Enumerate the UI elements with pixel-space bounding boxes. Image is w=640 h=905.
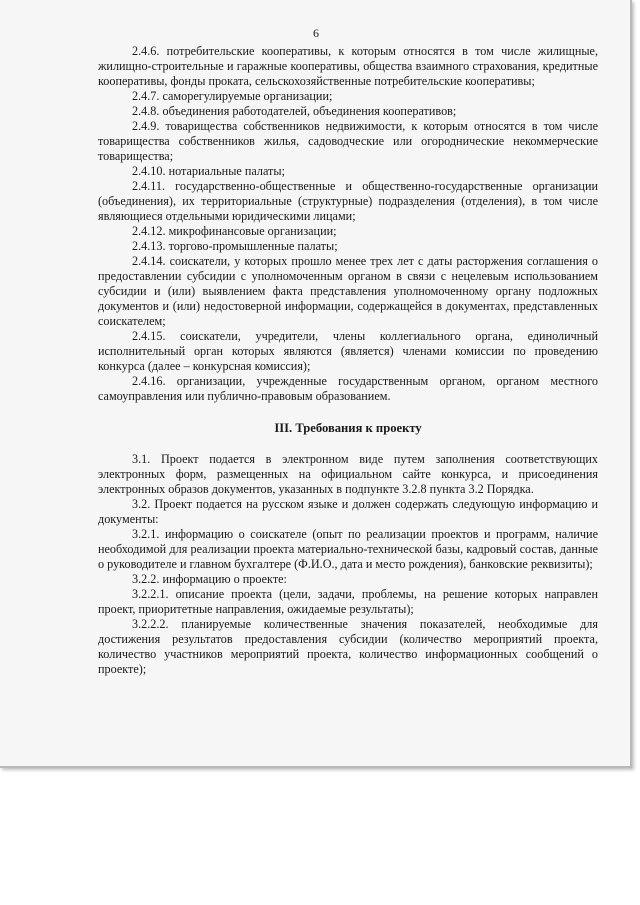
paragraph-2-4-12: 2.4.12. микрофинансовые организации; xyxy=(132,224,337,238)
document-body xyxy=(98,44,598,677)
paragraph-2-4-8: 2.4.8. объединения работодателей, объединения кооперативов; xyxy=(132,104,457,118)
section-3-list xyxy=(98,452,598,677)
paragraph-2-4-13: 2.4.13. торгово-промышленные палаты; xyxy=(132,239,338,253)
section-2-list xyxy=(98,44,598,404)
paragraph-3-2-2-1: 3.2.2.1. описание проекта (цели, задачи, проблемы, на решение которых направлен проект, приоритетные направления, ожидаемые результаты); xyxy=(98,587,598,616)
paragraph-3-2-2: 3.2.2. информацию о проекте: xyxy=(132,572,287,586)
paragraph-2-4-16: 2.4.16. организации, учрежденные государственным органом, органом местного самоуправления или публично-правовым образованием. xyxy=(98,374,598,403)
page-number: 6 xyxy=(313,26,319,40)
paragraph-2-4-14: 2.4.14. соискатели, у которых прошло менее трех лет с даты расторжения соглашения о предоставлении субсидии с уполномоченным органом в связи с нецелевым использованием субсидии и (или) выявлением факта представления уполномоченному органу подложных документов и (или) недостоверной информации, содержащейся в документах, представленных соискателем; xyxy=(98,254,598,328)
paragraph-3-2-2-2: 3.2.2.2. планируемые количественные значения показателей, необходимые для достижения результатов предоставления субсидии (количество мероприятий проекта, количество участников мероприятий проекта, количество информационных сообщений о проекте); xyxy=(98,617,598,676)
paragraph-3-2: 3.2. Проект подается на русском языке и должен содержать следующую информацию и документы: xyxy=(98,497,598,526)
paragraph-2-4-15: 2.4.15. соискатели, учредители, члены коллегиального органа, единоличный исполнительный орган которых являются (является) членами комиссии по проведению конкурса (далее – конкурсная комиссия); xyxy=(98,329,598,373)
section-heading: III. Требования к проекту xyxy=(274,421,422,435)
paragraph-2-4-6: 2.4.6. потребительские кооперативы, к которым относятся в том числе жилищные, жилищно-строительные и гаражные кооперативы, общества взаимного страхования, кредитные кооперативы, фонды проката, сельскохозяйственные потребительские кооперативы; xyxy=(98,44,598,88)
paragraph-2-4-9: 2.4.9. товарищества собственников недвижимости, к которым относятся в том числе товарищества собственников жилья, садоводческие или огороднические некоммерческие товарищества; xyxy=(98,119,598,163)
paragraph-3-2-1: 3.2.1. информацию о соискателе (опыт по реализации проектов и программ, наличие необходимой для реализации проекта материально-технической базы, кадровый состав, данные о руководителе и главном бухгалтере (Ф.И.О., дата и место рождения), банковские реквизиты); xyxy=(98,527,598,571)
paragraph-2-4-10: 2.4.10. нотариальные палаты; xyxy=(132,164,285,178)
paragraph-2-4-11: 2.4.11. государственно-общественные и общественно-государственные организации (объединения), их территориальные (структурные) подразделения (отделения), в том числе являющиеся отдельными юридическими лицами; xyxy=(98,179,598,223)
paragraph-3-1: 3.1. Проект подается в электронном виде путем заполнения соответствующих электронных форм, размещенных на официальном сайте конкурса, и присоединения электронных образов документов, указанных в подпункте 3.2.8 пункта 3.2 Порядка. xyxy=(98,452,598,496)
paragraph-2-4-7: 2.4.7. саморегулируемые организации; xyxy=(132,89,333,103)
